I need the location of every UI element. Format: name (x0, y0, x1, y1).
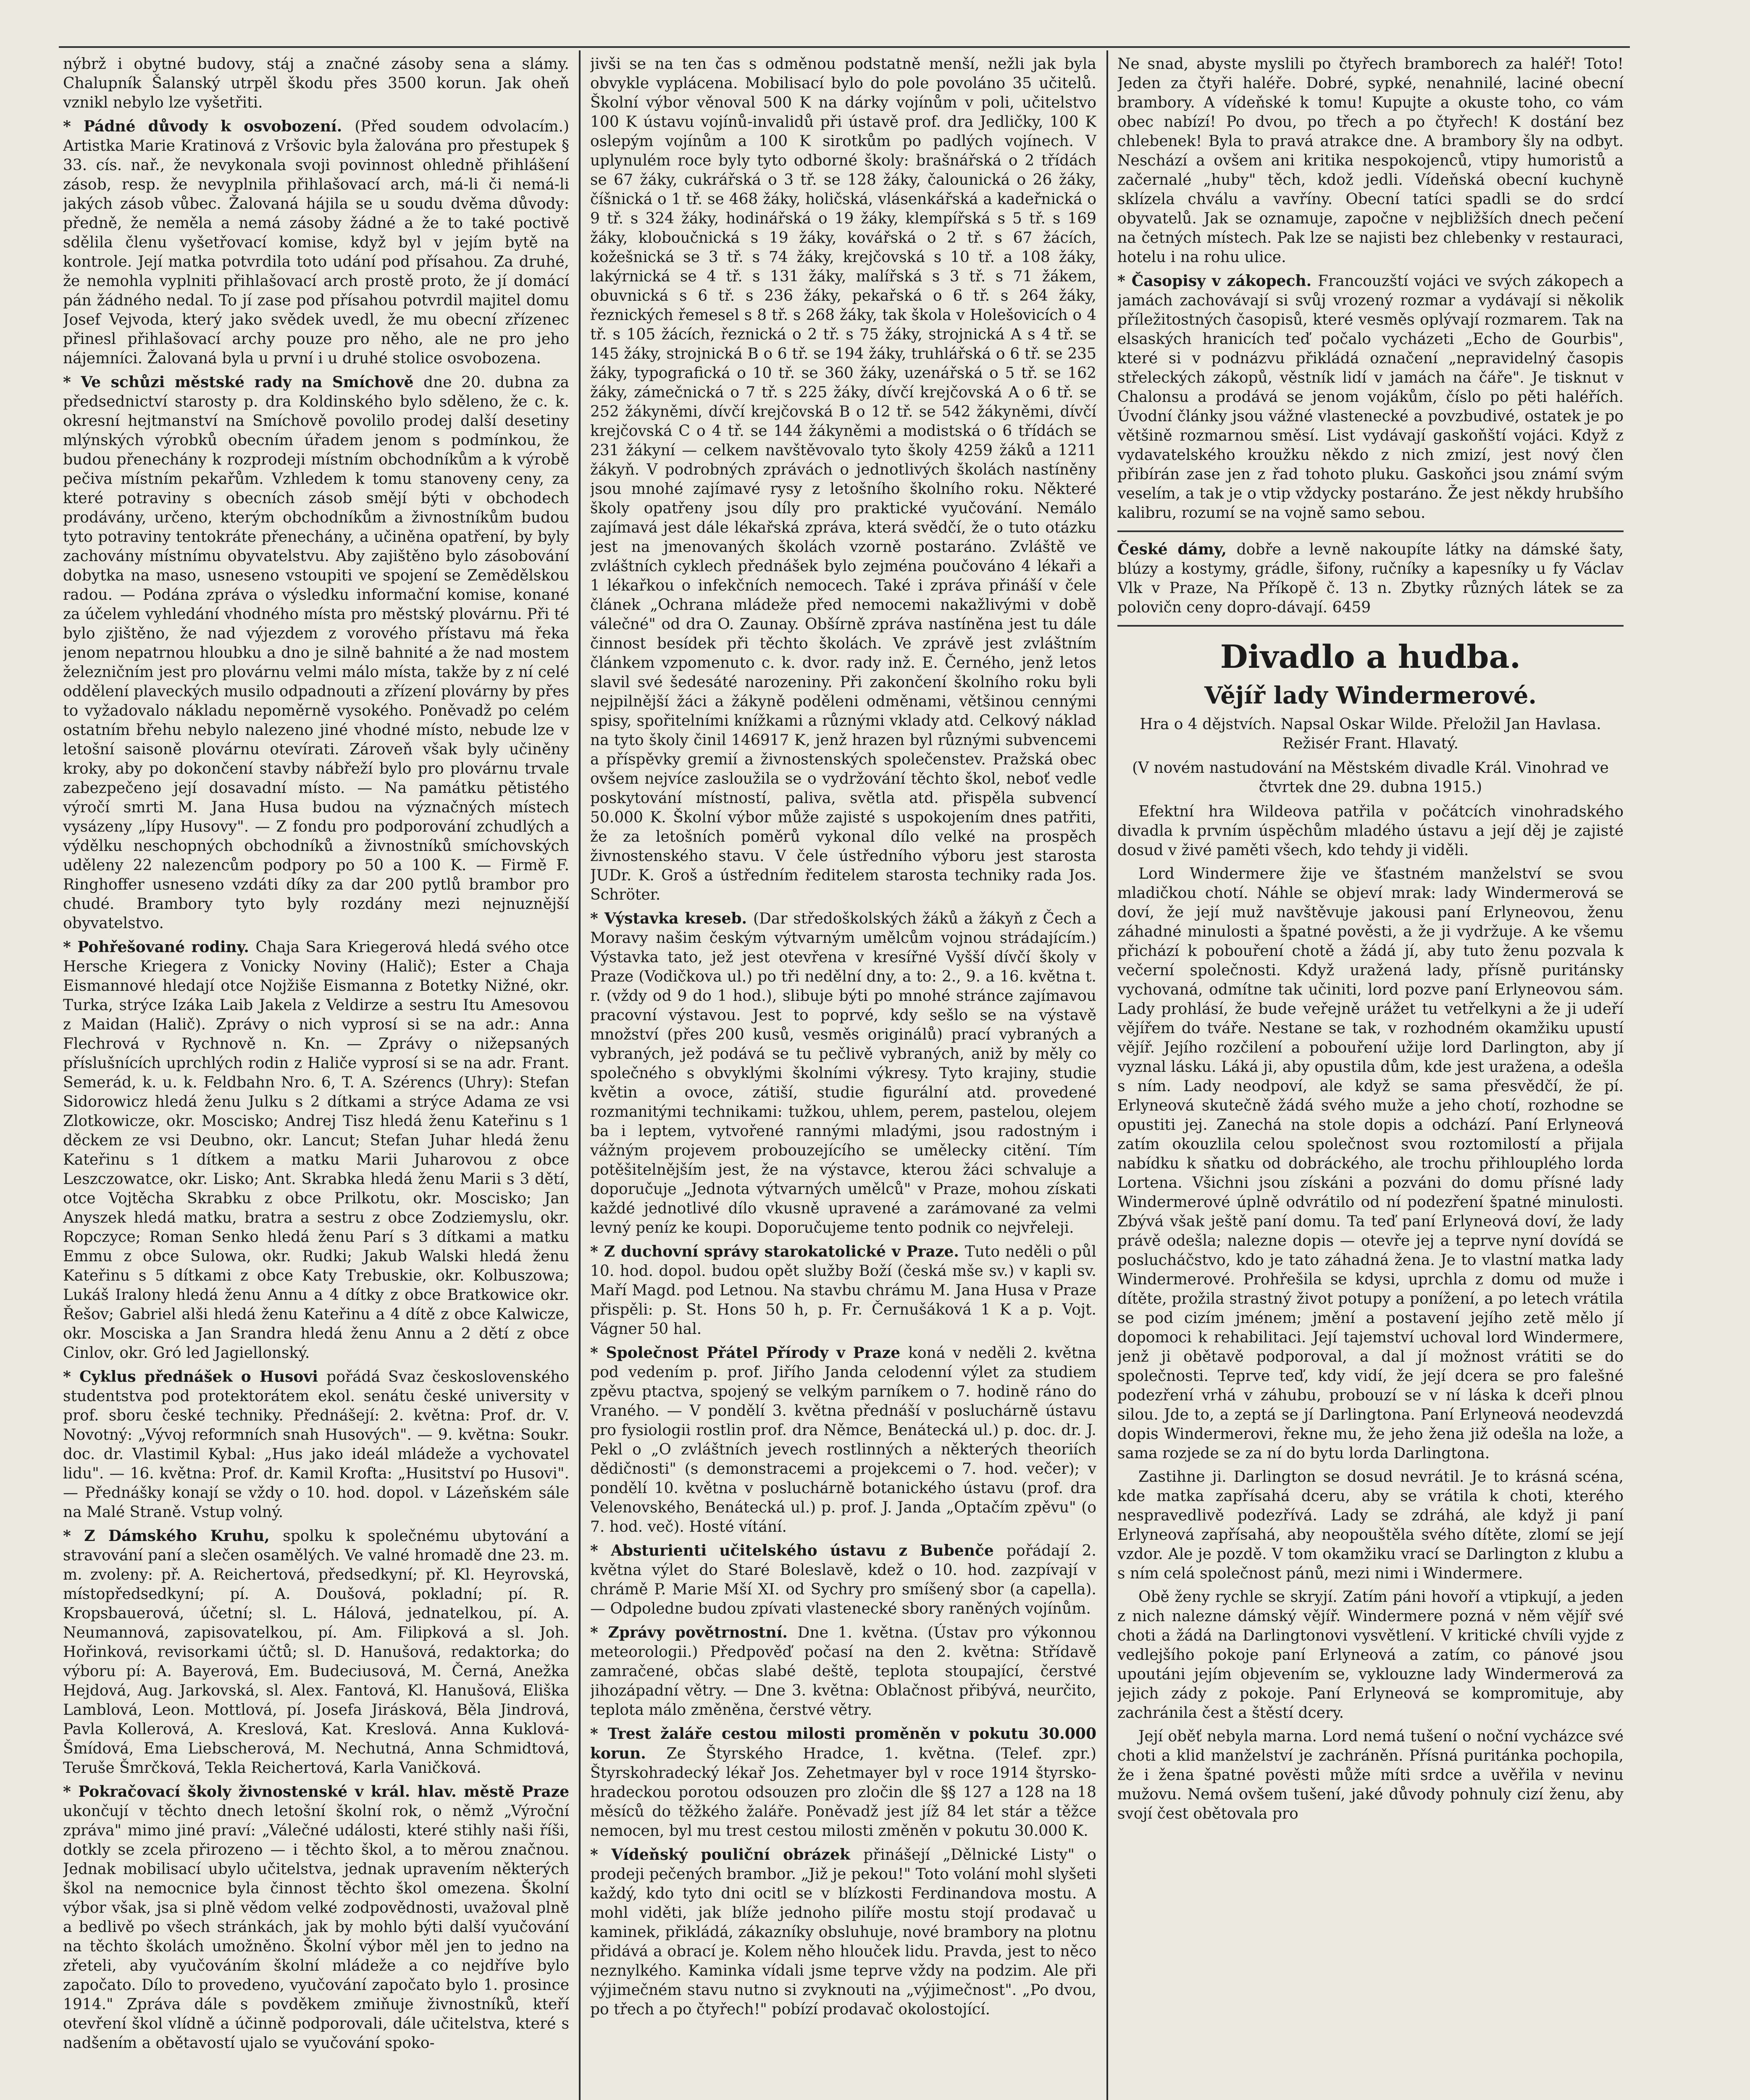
article-text: nýbrž i obytné budovy, stáj a značné zásoby sena a slámy. Chalupník Šalanský utrpěl škodu přes 3500 korun. Jak oheň vznikl nebylo lze vyšetřiti. (63, 55, 569, 111)
article-paragraph (590, 1845, 1096, 2019)
article-text: pořádají 2. května výlet do Staré Boleslavě, kdež o 10. hod. zazpívají v chrámě P. Marie Mší XI. od Sychry pro smíšený sbor (a capella). — Odpoledne budou zpívati vlastenecké sbory raněných vojínům. (590, 1542, 1096, 1617)
article-paragraph (1117, 55, 1624, 267)
article-paragraph (590, 1343, 1096, 1537)
article-paragraph (1117, 271, 1624, 523)
section-separator-2 (1117, 625, 1624, 627)
top-rule (59, 46, 1630, 48)
column-2 (590, 55, 1096, 2100)
article-paragraph (63, 55, 569, 113)
article-text: Dne 1. května. (Ústav pro výkonnou meteorologii.) Předpověď počasí na den 2. května: Střídavě zamračené, občas slabé deště, teplota stoupající, čerstvé jihozápadní větry. — Dne 3. května: Oblačnost přibývá, neurčito, teplota málo změněna, čerstvé větry. (590, 1624, 1096, 1719)
article-text: jivši se na ten čas s odměnou podstatně menší, nežli jak byla obvykle vyplácena. Mobilisací bylo do pole povoláno 35 učitelů. Školní výbor věnoval 500 K na dárky vojínům v poli, učitelstvo 100 K ústavu vojínů-invalidů při ústavě prof. dra Jedličky, 100 K oslepým vojínům a 100 K sirotkům po padlých vojínech. V uplynulém roce byly tyto odborné školy: brašnářská o 2 třídách se 67 žáky, cukrářská o 3 tř. se 128 žáky, čalounická o 26 žáky, číšnická o 1 tř. se 468 žáky, holičská, vlásenkářská a kadeřnická o 9 tř. s 324 žáky, hodinářská o 19 žáky, klempířská s 5 tř. s 169 žáky, kloboučnická s 19 žáky, kovářská o 2 tř. s 67 žácích, kožešnická se 3 tř. s 74 žáky, krejčovská s 10 tř. a 108 žáky, lakýrnická se 4 tř. s 131 žáky, malířská s 3 tř. s 71 žákem, obuvnická s 6 tř. s 236 žáky, pekařská o 6 tř. s 264 žáky, řeznických řemesel s 8 tř. s 268 žáky, tak škola v Holešovicích o 4 tř. s 105 žácích, řeznická o 2 tř. s 75 žáky, strojnická A s 4 tř. se 145 žáky, strojnická B o 6 tř. se 194 žáky, truhlářská o 6 tř. se 235 žáky, typografická o 10 tř. se 360 žáky, uzenářská o 5 tř. se 162 žáky, zámečnická o 7 tř. s 225 žáky, dívčí krejčovská A o 6 tř. se 252 žákyněmi, dívčí krejčovská B o 12 tř. se 542 žákyněmi, dívčí krejčovská C o 4 tř. se 144 žákyněmi a modistská o 6 třídách se 231 žákyní — celkem navštěvovalo tyto školy 4259 žáků a 1211 žákyň. V podrobných zprávách o jednotlivých školách nastíněny jsou mnohé zajímavé rysy z letošního školního roku. Některé školy opatřeny jsou díly pro praktické vyučování. Nemálo zajímavá jest dále lékařská zpráva, která svědčí, že o tuto otázku jest na jmenovaných školách vzorně postaráno. Zvláště ve zvláštních cyklech přednášek bylo zejména poučováno 4 lékaři a 1 lékařkou o infekčních nemocech. Také i zpráva přináší v čele článek „Ochrana mládeže před nemocemi nakažlivými v době válečné" od dra O. Zaunay. Obšírně zpráva nastíněna jest tu dále činnost besídek při těchto školách. Ve zprávě jest zvláštním článkem vzpomenuto c. k. dvor. rady inž. E. Černého, jenž letos slavil své šedesáté narozeniny. Při zakončení školního roku byli nejpilnější žáci a žákyně poděleni odměnami, většinou cennými spisy, spořitelními knížkami a různými vklady atd. Celkový náklad na tyto školy činil 146917 K, jenž hrazen byl různými subvencemi a příspěvky gremií a živnostenských společenstev. Pražská obec ovšem nejvíce zasloužila se o vydržování těchto škol, neboť vedle poskytování místností, paliva, světla atd. přispěla subvencí 50.000 K. Školní výbor může zajisté s uspokojením dnes patřiti, že za letošních poměrů vykonal dílo velké na prospěch živnostenského stavu. V čele ústředního výboru jest starosta JUDr. K. Groš a ústředním ředitelem starosta techniky rada Jos. Schröter. (590, 55, 1096, 903)
column-3 (1117, 55, 1624, 2100)
article-text: ukončují v těchto dnech letošní školní rok, o němž „Výroční zpráva" mimo jiné praví: „Válečné události, které stihly naši říši, dotkly se zcela přirozeno — i těchto škol, a to měrou značnou. Jednak mobilisací ubylo učitelstva, jednak upravením některých škol na nemocnice byla činnost těchto škol omezena. Školní výbor však, jsa si plně vědom velké zodpovědnosti, uvažoval plně a bedlivě po všech stránkách, jak by mohlo býti další vyučování na těchto školách umožněno. Školní výbor měl jen to jedno na zřeteli, aby vyučováním školní mládeže a co nejdříve bylo započato. Dílo to provedeno, vyučování započato bylo 1. prosince 1914." Zpráva dále s povděkem zmiňuje živnostníků, kteří otevření škol vlídně a účinně podporovali, dále učitelstva, které s nadšením a obětavostí ujalo se vyučování spoko- (63, 1803, 569, 2052)
article-headline: * Časopisy v zákopech. (1117, 272, 1318, 290)
article-paragraph (63, 1782, 569, 2053)
article-text: Ne snad, abyste myslili po čtyřech bramborech za haléř! Toto! Jeden za čtyři haléře. Dobré, sypké, nenahnilé, laciné obecní brambory. A vídeňské k tomu! Kupujte a okuste toho, co vám obec nabízí! Po dvou, po třech a po čtyřech! K dostání bez chlebenek! Byla to pravá atrakce dne. A brambory šly na odbyt. Neschází a ovšem ani kritika nespokojenců, vtipy humoristů a začernalé „huby" těch, kdož jedli. Vídeňská obecní kuchyně sklízela chválu a vavříny. Obecní tatíci spadli se do srdcí obyvatelů. Jak se oznamuje, započne v nejbližších dnech pečení na četných místech. Pak lze se najisti bez chlebenky v restauraci, hotelu i na rohu ulice. (1117, 55, 1624, 266)
article-paragraph (63, 373, 569, 933)
review-paragraph: Lord Windermere žije ve šťastném manželství se svou mladičkou chotí. Náhle se objeví mrak: lady Windermerová se doví, že její muž navštěvuje jakousi paní Erlyneovou, ženu záhadné minulosti a špatné pověsti, a že ji vydržuje. A ke všemu přichází k pobouření chotě a žádá jí, aby tuto ženu pozvala k večerní společnosti. Když uražená lady, přísně puritánsky vychovaná, odmítne tak učiniti, lord pozve paní Erlyneovou sám. Lady prohlásí, že bude veřejně urážet tu vetřelkyni a že ji udeří vějířem do tváře. Nestane se tak, v rozhodném okamžiku upustí vějíř. Jejího rozčilení a pobouření užije lord Darlington, aby jí vyznal lásku. Láká ji, aby opustila dům, kde jest uražena, a odešla s ním. Lady neodpoví, ale když se sama přesvědčí, že pí. Erlyneová skutečně žádá svého muže a jeho chotí, rozhodne se opustiti jej. Zanechá na stole dopis a odchází. Paní Erlyneová zatím okouzlila celou společnost svou roztomilostí a přijala nabídku k sňatku od dobráckého, ale trochu přihlouplého lorda Lortena. Všichni jsou získáni a pozváni do domu přísné lady Windermerové úplně odvrátilo od ní podezření špatné minulosti. Zbývá však ještě paní domu. Ta teď paní Erlyneová doví, že lady právě odešla; nalezne dopis — otevře jej a teprve nyní dovídá se poslucháčstvo, kdo je tato záhadná žena. Je to vlastní matka lady Windermerové. Prohřešila se kdysi, uprchla z domu od muže i dítěte, prožila strastný život potupy a ponížení, a po letech vrátila se pod cizím jménem; jmění a postavení jejího zetě mělo jí dopomoci k rehabilitaci. Její tajemství uchoval lord Windermere, jenž ji obětavě podporoval, a dal jí možnost vrátiti se do společnosti. Teprve teď, kdy vidí, že její dcera se pro falešné podezření vrhá v záhubu, probouzí se v ní láska k dceři plnou silou. Jde to, a zeptá se jí Darlingtona. Paní Erlyneová neodevzdá dopis Windermerovi, řekne mu, že jeho žena již odešla na lože, a sama rozjede se za ní do bytu lorda Darlingtona. (1117, 865, 1624, 1462)
column-rule-1 (579, 50, 581, 2100)
article-text: Francouzští vojáci ve svých zákopech a jamách zachovávají si svůj vrozený rozmar a vydávají si několik příležitostných časopisů, které vesměs oplývají rozmarem. Tak na elsaských hranicích teď počalo vycházeti „Echo de Gourbis", které si v podnázvu přikládá označení „nepravidelný časopis střeleckých zákopů, věstník lidí v jamách na čáře". Je tisknut v Chalonsu a prodává se jenom vojákům, číslo po pěti haléřích. Úvodní články jsou vážné vlastenecké a povzbudivé, ostatek je po většině rozmarnou směsí. List vydávají gaskoňští vojáci. Když z vydavatelského kroužku někdo z nich zmizí, jest nový člen přibírán zase jen z řad tohoto pluku. Gaskoňci jsou známí svým veselím, a tak je o vtip vždycky postaráno. Že jest někdy hrubšího kalibru, rozumí se na vojně samo sebou. (1117, 273, 1624, 522)
article-headline: * Z duchovní správy starokatolické v Praze. (590, 1243, 965, 1260)
article-text: pořádá Svaz československého studentstva pod protektorátem ekol. senátu české university v prof. sboru české techniky. Přednášejí: 2. května: Prof. dr. V. Novotný: „Vývoj reformních snah Husových". — 9. května: Soukr. doc. dr. Vlastimil Kybal: „Hus jako ideál mládeže a vychovatel lidu". — 16. května: Prof. dr. Kamil Krofta: „Husitství po Husovi". — Přednášky konají se vždy o 10. hod. dopol. v Lázeňském sále na Malé Straně. Vstup volný. (63, 1368, 569, 1521)
article-headline: * Společnost Přátel Přírody v Praze (590, 1344, 909, 1362)
article-paragraph (63, 1526, 569, 1778)
advertisement (1117, 540, 1624, 617)
article-text: (Dar středoškolských žáků a žákyň z Čech a Moravy našim českým výtvarným umělcům vojnou strádajícím.) Výstavka tato, jež jest otevřena v kresířné Vyšší dívčí školy v Praze (Vodičkova ul.) po tři nedělní dny, a to: 2., 9. a 16. května t. r. (vždy od 9 do 1 hod.), slibuje býti po mnohé stránce zajímavou pracovní výstavou. Jest to poprvé, kdy sešlo se na výstavě množství (přes 200 kusů, vesměs originálů) prací vybraných a vybraných, jež podává se tu pečlivě vybraných, aniž by měly co společného s obvyklými školními výkresy. Tyto krajiny, studie květin a ovoce, zátiší, studie figurální atd. provedené rozmanitými technikami: tužkou, uhlem, perem, pastelou, olejem ba i leptem, vytvořené rannými mladými, jsou radostným i vážným projevem probouzejícího se umělecky citění. Tím potěšitelnějším jest, že na výstavce, kterou žáci schvaluje a doporučuje „Jednota výtvarných umělců" v Praze, mohou získati každé jednotlivé dílo vkusně upravené a zarámované za velmi levný peníz ke koupi. Doporučujeme tento podnik co nejvřeleji. (590, 910, 1096, 1236)
column-1 (63, 55, 569, 2100)
article-text: přinášejí „Dělnické Listy" o prodeji pečených brambor. „Již je pekou!" Toto volání mohl slyšeti každý, kdo tyto dni ocitl se v blízkosti Ferdinandova mostu. A mohl viděti, jak blíže jednoho pilíře mostu stojí prodavač u kaminek, přikládá, zákazníky obsluhuje, nové brambory na plotnu přidává a obrací je. Kolem něho hlouček lidu. Pravda, jest to něco neznylkého. Kaminka vídali jsme teprve vždy na podzim. Ale při výjimečném stavu nutno si zvyknouti na „výjimečnost". „Po dvou, po třech a po čtyřech!" pobízí prodavač okolostojící. (590, 1846, 1096, 2018)
article-paragraph (63, 937, 569, 1363)
article-paragraph (63, 1367, 569, 1522)
review-paragraph: Zastihne ji. Darlington se dosud nevrátil. Je to krásná scéna, kde matka zapřísahá dceru, aby se vrátila k choti, kterého nespravedlivě podezřívá. Lady se zdráhá, ale když ji paní Erlyneová zapřísahá, aby neopouštěla svého dítěte, zlomí se její vzdor. Ale je pozdě. V tom okamžiku vrací se Darlington z klubu a s ním celá společnost pánů, mezi nimi i Windermere. (1117, 1468, 1624, 1582)
ad-headline: České dámy, (1117, 541, 1237, 558)
article-paragraph (590, 1541, 1096, 1619)
review-body (1117, 802, 1624, 1824)
article-headline: * Cyklus přednášek o Husovi (63, 1368, 327, 1386)
article-paragraph (590, 55, 1096, 905)
article-text: spolku k společnému ubytování a stravování paní a slečen osamělých. Ve valné hromadě dne 23. m. m. zvoleny: př. A. Reichertová, předsedkyní; př. Kl. Heyrovská, místopředsedkyní; pí. A. Doušová, pokladní; pí. R. Kropsbauerová, účetní; sl. L. Hálová, jednatelkou, pí. A. Neumannová, zapisovatelkou, pí. Am. Filipková a sl. Joh. Hořinková, revisorkami účtů; sl. D. Hanušová, redaktorka; do výboru pí: A. Bayerová, Em. Budeciusová, M. Černá, Anežka Hejdová, Aug. Jarkovská, sl. Alex. Fantová, Kl. Hanušová, Eliška Lamblová, Leon. Mottlová, pí. Josefa Jirásková, Běla Jindrová, Pavla Kollerová, A. Kreslová, Kat. Kreslová. Anna Kuklová-Šmídová, Ema Liebscherová, M. Nechutná, Anna Schmidtová, Teruše Šmrčková, Tekla Reichertová, Karla Vaničková. (63, 1528, 569, 1777)
article-text: Chaja Sara Kriegerová hledá svého otce Hersche Kriegera z Vonicky Noviny (Halič); Ester a Chaja Eismannové hledají otce Nojžiše Eismanna z Botetky Nižné, okr. Turka, strýce Izáka Laib Jakela z Veldirze a sestru Itu Amesovou z Maidan (Halič). Zprávy o nich vyprosí si se na adr.: Anna Flechrová v Rychnově n. Kn. — Zprávy o nižepsaných příslušnících uprchlých rodin z Haliče vyprosí si se na adr. Frant. Semerád, k. u. k. Feldbahn Nro. 6, T. A. Szérencs (Uhry): Stefan Sidorowicz hledá ženu Julku s 2 dítkami a strýce Adama ze vsi Zlotkowicze, okr. Moscisko; Andrej Tisz hledá ženu Kateřinu s 1 děckem ze vsi Deubno, okr. Lancut; Stefan Juhar hledá ženu Kateřinu s 1 dítkem a matku Marii Juharovou z obce Leszczowatce, okr. Lisko; Ant. Skrabka hledá ženu Marii s 3 dětí, otce Vojtěcha Skrabku z obce Prilkotu, okr. Moscisko; Jan Anyszek hledá matku, bratra a sestru z obce Zodziemyslu, okr. Ropczyce; Roman Senko hledá ženu Parí s 3 dítkami a matku Emmu z obce Sulowa, okr. Rudki; Jakub Walski hledá ženu Kateřinu s 5 dítkami z obce Katy Trebuskie, okr. Kolbuszowa; Lukáš Iralony hledá ženu Annu a 4 dítky z obce Bratkowice okr. Řešov; Gabriel alši hledá ženu Kateřinu a 4 dítě z obce Kalwicze, okr. Mosciska a Jan Srandra hledá ženu Annu a 2 dětí z obce Cinlov, okr. Gró led Jagiellonský. (63, 939, 569, 1362)
article-headline: * Pokračovací školy živnostenské v král. hlav. městě Praze (63, 1783, 569, 1801)
article-headline: * Trest žaláře cestou milosti proměněn v pokutu 30.000 korun. (590, 1725, 1096, 1762)
article-headline: * Zprávy povětrnostní. (590, 1624, 798, 1641)
play-title: Vějíř lady Windermerové. (1204, 682, 1537, 709)
article-text: Tuto neděli o půl 10. hod. dopol. budou opět služby Boží (česká mše sv.) v kapli sv. Maří Magd. pod Letnou. Na stavbu chrámu M. Jana Husa v Praze přispěli: p. St. Hons 50 h, p. Fr. Černušáková 1 K a p. Vojt. Vágner 50 hal. (590, 1243, 1096, 1338)
article-text: dne 20. dubna za předsednictví starosty p. dra Koldinského bylo sděleno, že c. k. okresní hejtmanství na Smíchově povolilo prodej další desetiny mlýnských výrobků obecním úřadem jenom s podmínkou, že budou přenechány k rozprodeji místním obchodníkům a k výrobě pečiva místním pekařům. Vzhledem k tomu stanoveny ceny, za které potraviny s obecních zásob smějí býti v obchodech prodávány, určeno, kterým obchodníkům a živnostníkům budou tyto potraviny tentokráte přenechány, a učiněna opatření, by byly zachovány místnímu obyvatelstvu. Aby zajištěno bylo zásobování dobytka na maso, usneseno vstoupiti ve spojení se Zemědělskou radou. — Podána zpráva o výsledku informační komise, konané za účelem vyhledání vhodného místa pro městský plovárnu. Při té bylo zjištěno, že nad výjezdem z vorového přístavu má řeka jenom nepatrnou hloubku a dno je silně bahnité a že nad mostem železničním jest pro plovárnu velmi málo místa, takže by z ní celé oddělení plaveckých musilo odpadnouti a zřízení plovárny by přes to vyžadovalo nákladu nepoměrně vysokého. Poněvadž po celém ostatním břehu nebylo nalezeno jiné vhodné místo, nebude lze v letošní saisoně plovárnu otevírati. Zároveň však byly učiněny kroky, aby po dokončení stavby nábřeží bylo pro plovárnu trvale zabezpečeno její dosavadní místo. — Na památku pětistého výročí smrti M. Jana Husa budou na význačných místech vysázeny „lípy Husovy". — Z fondu pro podporování zchudlých a výdělku neschopných obchodníků a živnostníků smíchovských uděleny 22 nalezencům podpory po 50 a 100 K. — Firmě F. Ringhoffer usneseno vzdáti díky za dar 200 pytlů brambor pro chudé. Brambory tyto byly rozdány mezi nejnuznější obyvatelstvo. (63, 374, 569, 932)
ad-text: dobře a levně nakoupíte látky na dámské šaty, blúzy a kostymy, grádle, šifony, ručníky a kapesníky u fy Václav Vlk v Praze, Na Příkopě č. 13 n. Zbytky různých látek se za polovičn ceny dopro-dávají. 6459 (1117, 541, 1624, 616)
article-headline: * Pádné důvody k osvobození. (63, 118, 355, 135)
review-paragraph: Obě ženy rychle se skryjí. Zatím páni hovoří a vtipkují, a jeden z nich nalezne dámský vějíř. Windermere pozná v něm vějíř své choti a žádá na Darlingtonovi vysvětlení. V kritické chvíli vyjde z vedlejšího pokoje paní Erlyneová a zatím, co pánové jsou upoutáni jejím objevením se, vyklouzne lady Windermerová za jejich zády z pokoje. Paní Erlyneová se kompromituje, aby zachránila čest a štěstí dcery. (1117, 1588, 1624, 1722)
section-separator (1117, 530, 1624, 532)
play-note: (V novém nastudování na Městském divadle Král. Vinohrad ve čtvrtek dne 29. dubna 1915.) (1132, 759, 1609, 796)
article-headline: * Pohřešované rodiny. (63, 938, 256, 956)
article-headline: * Z Dámského Kruhu, (63, 1527, 283, 1545)
article-headline: * Ve schůzi městské rady na Smíchově (63, 373, 424, 391)
column-3-articles (1117, 55, 1624, 523)
play-credits: Hra o 4 dějstvích. Napsal Oskar Wilde. Přeložil Jan Havlasa. Režisér Frant. Hlavatý. (1140, 716, 1601, 752)
article-headline: * Absturienti učitelského ústavu z Bubenče (590, 1542, 1006, 1559)
article-text: (Před soudem odvolacím.) Artistka Marie Kratinová z Vršovic byla žalována pro přestupek § 33. cís. nař., že nevykonala svoji povinnost ohledně přihlášení zásob, resp. že nevyplnila přihlašovací arch, má-li či nemá-li jakých zásob vůbec. Žalovaná hájila se u soudu dvěma důvody: předně, že neměla a nemá zásoby žádné a že to také poctivě sdělila členu vyšetřovací komise, když byl v jejím bytě na kontrole. Její matka potvrdila toto udání pod přísahou. Za druhé, že nemohla vyplniti přihlašovací arch prostě proto, že jí domácí pán žádného nedal. To jí zase pod přísahou potvrdil majitel domu Josef Vejvoda, který jako svědek uvedl, že mu obecní zřízenec přinesl přihlašovací archy pouze pro něho, ale ne pro jeho nájemníci. Žalovaná byla u první i u druhé stolice osvobozena. (63, 118, 569, 367)
article-headline: * Vídeňský pouliční obrázek (590, 1846, 864, 1864)
article-paragraph (63, 117, 569, 368)
column-rule-2 (1106, 50, 1108, 2100)
article-text: Ze Štyrského Hradce, 1. května. (Telef. zpr.) Štyrskohradecký lékař Jos. Zehetmayer byl v roce 1914 štyrsko-hradeckou porotou odsouzen pro zločin dle §§ 127 a 128 na 18 měsíců do těžkého žaláře. Poněvadž jest jíž 84 let stár a těžce nemocen, byl mu trest cestou milosti změněn v pokutu 30.000 K. (590, 1745, 1096, 1840)
article-paragraph (590, 1724, 1096, 1841)
article-paragraph (590, 1242, 1096, 1339)
advertisements (1117, 540, 1624, 617)
section-title: Divadlo a hudba. (1220, 638, 1521, 675)
review-paragraph: Efektní hra Wildeova patřila v počátcích vinohradského divadla k prvním úspěchům mladého ústavu a její děj je zajisté dosud v živé paměti všech, kdo tehdy ji viděli. (1117, 803, 1624, 859)
article-text: koná v neděli 2. května pod vedením p. prof. Jiřího Janda celodenní výlet za studiem zpěvu ptactva, spojený se velkým parníkem o 7. hodině ráno do Vraného. — V pondělí 3. května přednáší v posluchárně ústavu pro fysiologii rostlin prof. dra Němce, Benátecká ul.) p. doc. dr. J. Pekl o „O zvláštních jevech rostlinných a některých theoriích dědičnosti" (s demonstracemi a projekcemi o 7. hod. večer); v pondělí 10. května v posluchárně botanického ústavu (prof. dra Velenovského, Benátecká ul.) p. prof. J. Janda „Optačím zpěvu" (o 7. hod. več). Hosté vítání. (590, 1344, 1096, 1536)
article-paragraph (590, 909, 1096, 1238)
article-headline: * Výstavka kreseb. (590, 910, 753, 927)
article-paragraph (590, 1623, 1096, 1720)
review-paragraph: Její oběť nebyla marna. Lord nemá tušení o noční vycházce své choti a klid manželství je zachráněn. Přísná puritánka pochopila, že i žena špatné pověsti může míti srdce a uvěřila v nevinu mužovu. Nemá ovšem tušení, jaké důvody pohnuly cizí ženu, aby svojí čest obětovala pro (1117, 1728, 1624, 1822)
